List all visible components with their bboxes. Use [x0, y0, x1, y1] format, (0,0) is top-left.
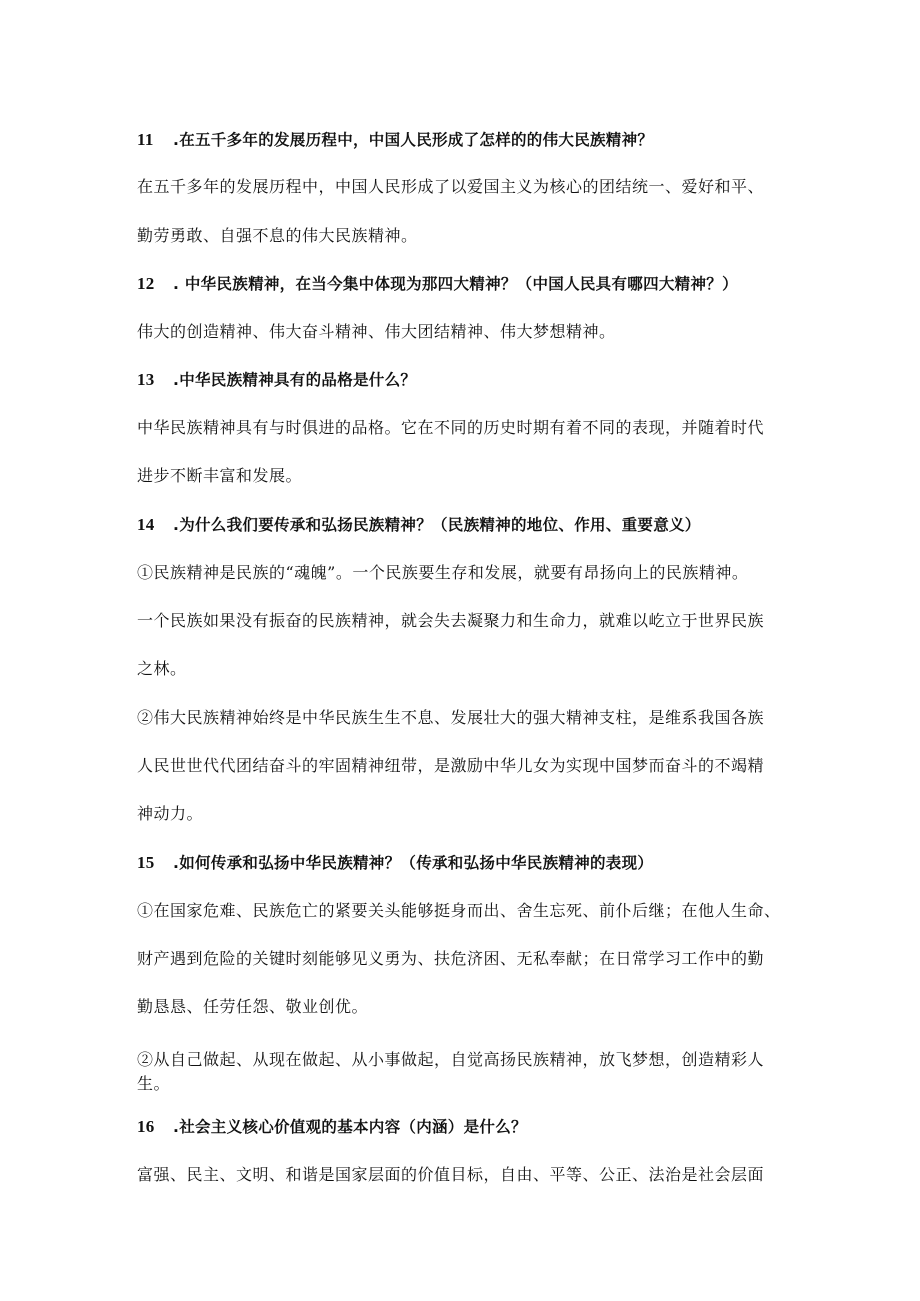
answer-line: 伟大的创造精神、伟大奋斗精神、伟大团结精神、伟大梦想精神。	[137, 322, 616, 341]
answer-line: 之林。	[137, 659, 187, 678]
question-number: 16	[137, 1117, 155, 1136]
question-text: .如何传承和弘扬中华民族精神？（传承和弘扬中华民族精神的表现）	[173, 854, 654, 872]
question-12	[137, 274, 797, 294]
question-number: 12	[137, 274, 155, 293]
answer-line: 生。	[137, 1074, 171, 1093]
question-11	[137, 130, 797, 150]
question-number: 13	[137, 370, 155, 389]
question-13	[137, 370, 797, 390]
answer-line: 富强、民主、文明、和谐是国家层面的价值目标，自由、平等、公正、法治是社会层面	[137, 1165, 765, 1184]
answer-line: 在五千多年的发展历程中，中国人民形成了以爱国主义为核心的团结统一、爱好和平、	[137, 177, 765, 196]
answer-line: 中华民族精神具有与时俱进的品格。它在不同的历史时期有着不同的表现，并随着时代	[137, 418, 765, 437]
question-number: 14	[137, 515, 155, 534]
answer-line: ①在国家危难、民族危亡的紧要关头能够挺身而出、舍生忘死、前仆后继；在他人生命、	[137, 901, 781, 920]
answer-line: ②伟大民族精神始终是中华民族生生不息、发展壮大的强大精神支柱，是维系我国各族	[137, 708, 765, 727]
question-text: .社会主义核心价值观的基本内容（内涵）是什么？	[173, 1118, 527, 1136]
question-text: . 中华民族精神，在当今集中体现为那四大精神？（中国人民具有哪四大精神？）	[173, 275, 738, 293]
question-text: .中华民族精神具有的品格是什么？	[173, 371, 417, 389]
answer-line: 神动力。	[137, 804, 204, 823]
question-16	[137, 1117, 797, 1137]
question-number: 15	[137, 853, 155, 872]
question-15	[137, 853, 797, 873]
answer-line: 勤恳恳、任劳任怨、敬业创优。	[137, 997, 369, 1016]
answer-line: ①民族精神是民族的“魂魄”。一个民族要生存和发展，就要有昂扬向上的民族精神。	[137, 563, 749, 582]
question-number: 11	[137, 130, 154, 149]
answer-line: 进步不断丰富和发展。	[137, 466, 303, 485]
answer-line: ②从自己做起、从现在做起、从小事做起，自觉高扬民族精神，放飞梦想，创造精彩人	[137, 1050, 765, 1069]
answer-line: 一个民族如果没有振奋的民族精神，就会失去凝聚力和生命力，就难以屹立于世界民族	[137, 611, 765, 630]
question-text: .为什么我们要传承和弘扬民族精神？（民族精神的地位、作用、重要意义）	[173, 516, 701, 534]
question-14	[137, 515, 797, 535]
question-text: .在五千多年的发展历程中，中国人民形成了怎样的的伟大民族精神？	[173, 131, 654, 149]
answer-line: 勤劳勇敢、自强不息的伟大民族精神。	[137, 226, 418, 245]
answer-line: 人民世世代代团结奋斗的牢固精神纽带，是激励中华儿女为实现中国梦而奋斗的不竭精	[137, 756, 765, 775]
answer-line: 财产遇到危险的关键时刻能够见义勇为、扶危济困、无私奉献；在日常学习工作中的勤	[137, 949, 765, 968]
